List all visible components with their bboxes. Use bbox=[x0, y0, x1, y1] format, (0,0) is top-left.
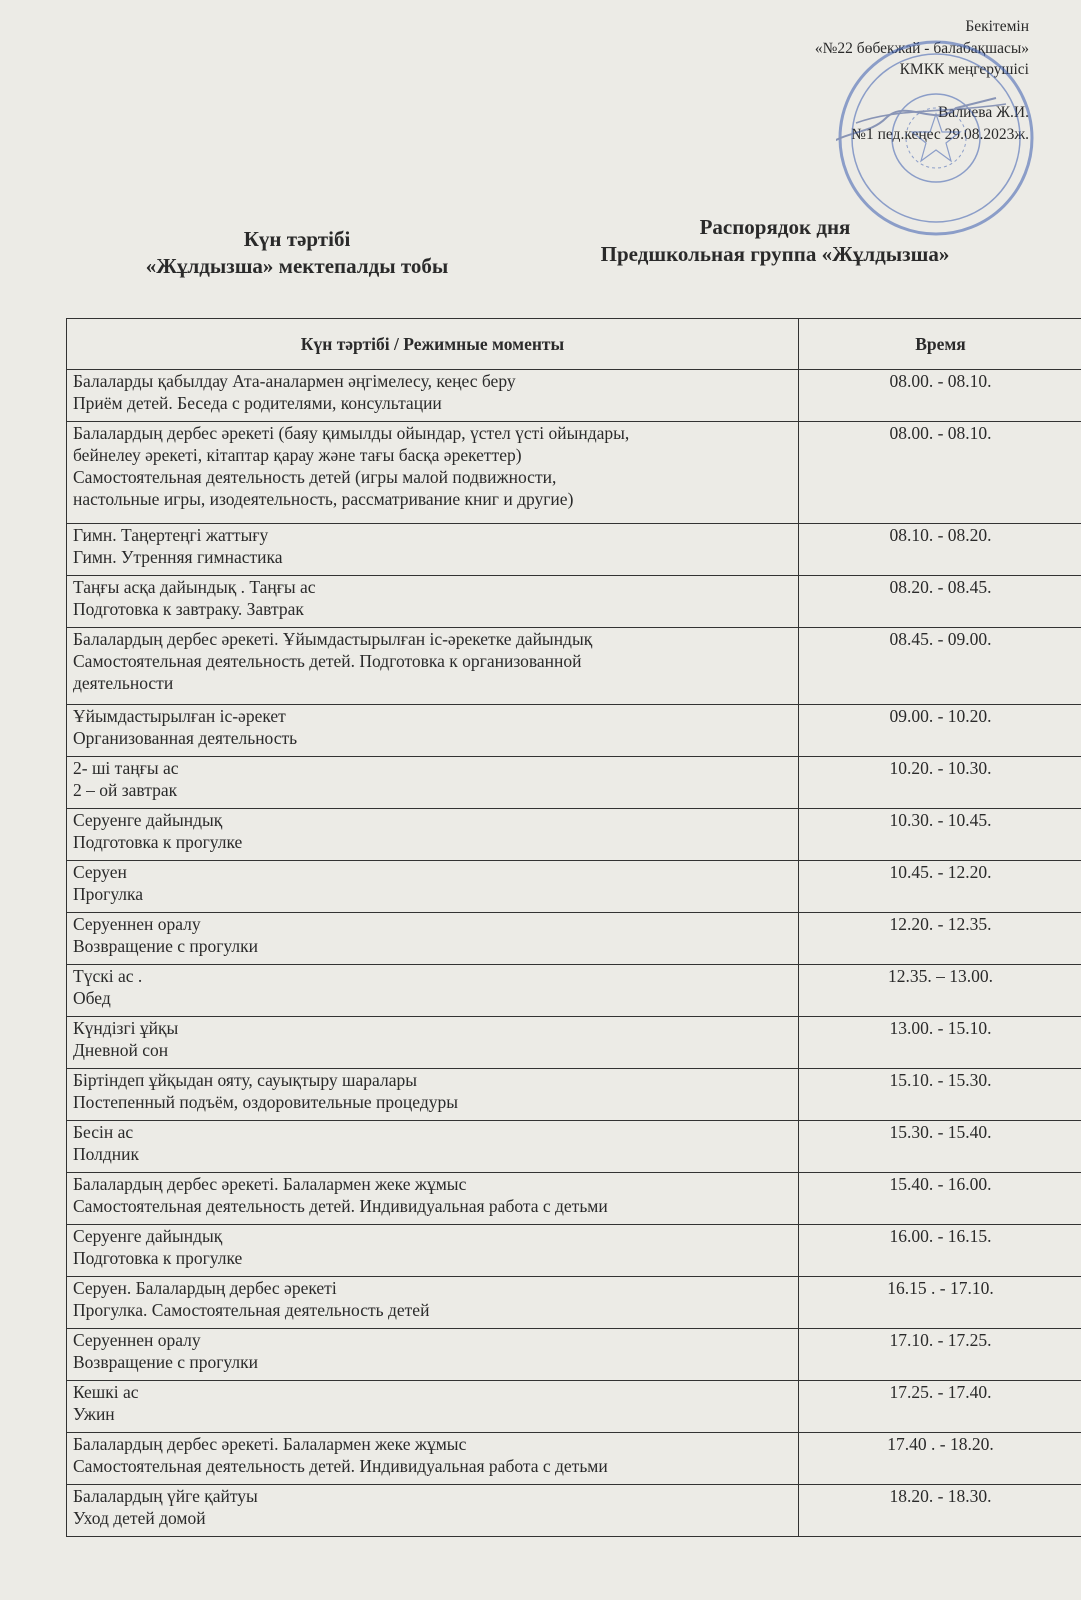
activity-line: Приём детей. Беседа с родителями, консультации bbox=[73, 393, 442, 413]
activity-cell bbox=[67, 1329, 799, 1381]
activity-line: Кешкі ас bbox=[73, 1382, 139, 1402]
table-row bbox=[67, 1225, 1081, 1277]
time-cell: 12.20. - 12.35. bbox=[799, 913, 1081, 965]
activity-line: Постепенный подъём, оздоровительные процедуры bbox=[73, 1092, 458, 1112]
table-row bbox=[67, 1381, 1081, 1433]
time-cell: 15.10. - 15.30. bbox=[799, 1069, 1081, 1121]
table-row bbox=[67, 1329, 1081, 1381]
activity-line: деятельности bbox=[73, 673, 174, 693]
title-ru-line: Предшкольная группа «Жұлдызша» bbox=[600, 242, 950, 266]
activity-line: Балалардың үйге қайтуы bbox=[73, 1486, 258, 1506]
table-row bbox=[67, 628, 1081, 705]
activity-cell bbox=[67, 422, 799, 524]
table-row bbox=[67, 1433, 1081, 1485]
table-row bbox=[67, 1069, 1081, 1121]
time-cell: 08.00. - 08.10. bbox=[799, 422, 1081, 524]
time-cell: 08.10. - 08.20. bbox=[799, 524, 1081, 576]
time-cell: 10.30. - 10.45. bbox=[799, 809, 1081, 861]
activity-cell bbox=[67, 809, 799, 861]
activity-line: Прогулка. Самостоятельная деятельность детей bbox=[73, 1300, 430, 1320]
activity-cell bbox=[67, 861, 799, 913]
activity-line: Организованная деятельность bbox=[73, 728, 298, 748]
time-cell: 16.15 . - 17.10. bbox=[799, 1277, 1081, 1329]
time-cell: 09.00. - 10.20. bbox=[799, 705, 1081, 757]
activity-line: Подготовка к прогулке bbox=[73, 832, 243, 852]
activity-line: настольные игры, изодеятельность, рассматривание книг и другие) bbox=[73, 489, 574, 509]
title-kz bbox=[92, 226, 502, 280]
activity-cell bbox=[67, 1433, 799, 1485]
table-row bbox=[67, 1173, 1081, 1225]
activity-cell bbox=[67, 524, 799, 576]
table-row bbox=[67, 861, 1081, 913]
table-row bbox=[67, 422, 1081, 524]
activity-line: Ұйымдастырылған іс-әрекет bbox=[73, 706, 286, 726]
time-cell: 08.00. - 08.10. bbox=[799, 370, 1081, 422]
table-row bbox=[67, 965, 1081, 1017]
table-row bbox=[67, 1017, 1081, 1069]
table-row bbox=[67, 370, 1081, 422]
activity-line: Самостоятельная деятельность детей. Подготовка к организованной bbox=[73, 651, 582, 671]
table-row bbox=[67, 913, 1081, 965]
activity-cell bbox=[67, 1121, 799, 1173]
time-cell: 15.30. - 15.40. bbox=[799, 1121, 1081, 1173]
activity-line: Балалардың дербес әрекеті. Ұйымдастырылған іс-әрекетке дайындық bbox=[73, 629, 593, 649]
activity-line: Балалардың дербес әрекеті. Балалармен жеке жұмыс bbox=[73, 1434, 467, 1454]
activity-line: Возвращение с прогулки bbox=[73, 1352, 258, 1372]
activity-line: Ужин bbox=[73, 1404, 115, 1424]
activity-cell bbox=[67, 1381, 799, 1433]
header-time: Время bbox=[799, 319, 1081, 370]
activity-line: Күндізгі ұйқы bbox=[73, 1018, 179, 1038]
activity-line: Прогулка bbox=[73, 884, 144, 904]
time-cell: 17.10. - 17.25. bbox=[799, 1329, 1081, 1381]
approval-line: №1 пед.кеңес 29.08.2023ж. bbox=[851, 125, 1029, 143]
activity-cell bbox=[67, 705, 799, 757]
title-ru-line: Распорядок дня bbox=[699, 215, 851, 239]
header-activity: Күн тәртібі / Режимные моменты bbox=[67, 319, 799, 370]
approval-line: Бекітемін bbox=[965, 18, 1029, 35]
activity-line: Дневной сон bbox=[73, 1040, 169, 1060]
activity-cell bbox=[67, 965, 799, 1017]
activity-line: Подготовка к прогулке bbox=[73, 1248, 243, 1268]
time-cell: 15.40. - 16.00. bbox=[799, 1173, 1081, 1225]
activity-line: Балаларды қабылдау Ата-аналармен әңгімелесу, кеңес беру bbox=[73, 371, 516, 391]
activity-cell bbox=[67, 1277, 799, 1329]
time-cell: 12.35. – 13.00. bbox=[799, 965, 1081, 1017]
table-header-row bbox=[67, 319, 1081, 370]
activity-line: Серуенге дайындық bbox=[73, 810, 223, 830]
schedule-table bbox=[66, 318, 1081, 1537]
activity-line: Балалардың дербес әрекеті. Балалармен жеке жұмыс bbox=[73, 1174, 467, 1194]
approval-line: КМКК меңгерушісі bbox=[899, 61, 1029, 78]
activity-line: Гимн. Таңертеңгі жаттығу bbox=[73, 525, 269, 545]
time-cell: 13.00. - 15.10. bbox=[799, 1017, 1081, 1069]
activity-line: Біртіндеп ұйқыдан ояту, сауықтыру шаралары bbox=[73, 1070, 417, 1090]
activity-line: Түскі ас . bbox=[73, 966, 143, 986]
table-row bbox=[67, 576, 1081, 628]
activity-line: Полдник bbox=[73, 1144, 140, 1164]
activity-line: Возвращение с прогулки bbox=[73, 936, 258, 956]
time-cell: 17.25. - 17.40. bbox=[799, 1381, 1081, 1433]
activity-line: 2 – ой завтрак bbox=[73, 780, 178, 800]
table-row bbox=[67, 524, 1081, 576]
activity-line: Балалардың дербес әрекеті (баяу қимылды ойындар, үстел үсті ойындары, bbox=[73, 423, 630, 443]
title-kz-line: Күн тәртібі bbox=[243, 227, 351, 251]
time-cell: 10.20. - 10.30. bbox=[799, 757, 1081, 809]
activity-line: Серуенге дайындық bbox=[73, 1226, 223, 1246]
activity-cell bbox=[67, 576, 799, 628]
time-cell: 16.00. - 16.15. bbox=[799, 1225, 1081, 1277]
activity-cell bbox=[67, 1017, 799, 1069]
table-row bbox=[67, 705, 1081, 757]
activity-line: Подготовка к завтраку. Завтрак bbox=[73, 599, 304, 619]
activity-line: Самостоятельная деятельность детей (игры малой подвижности, bbox=[73, 467, 557, 487]
activity-cell bbox=[67, 1225, 799, 1277]
schedule-body bbox=[67, 370, 1081, 1537]
title-kz-line: «Жұлдызша» мектепалды тобы bbox=[145, 254, 449, 278]
approval-line: «№22 бөбекжай - балабақшасы» bbox=[814, 39, 1029, 57]
time-cell: 18.20. - 18.30. bbox=[799, 1485, 1081, 1537]
table-row bbox=[67, 809, 1081, 861]
activity-cell bbox=[67, 628, 799, 705]
activity-line: Серуеннен оралу bbox=[73, 1330, 201, 1350]
activity-line: Обед bbox=[73, 988, 111, 1008]
round-seal-stamp bbox=[836, 38, 1036, 238]
activity-line: Самостоятельная деятельность детей. Индивидуальная работа с детьми bbox=[73, 1456, 608, 1476]
activity-cell bbox=[67, 1173, 799, 1225]
activity-line: бейнелеу әрекеті, кітаптар қарау және тағы басқа әрекеттер) bbox=[73, 445, 522, 465]
activity-cell bbox=[67, 370, 799, 422]
title-ru bbox=[545, 214, 1005, 268]
activity-line: Серуен bbox=[73, 862, 127, 882]
time-cell: 08.45. - 09.00. bbox=[799, 628, 1081, 705]
table-row bbox=[67, 1277, 1081, 1329]
approval-line: Валиева Ж.И. bbox=[938, 104, 1029, 121]
activity-line: Серуеннен оралу bbox=[73, 914, 201, 934]
activity-line: Таңғы асқа дайындық . Таңғы ас bbox=[73, 577, 316, 597]
table-row bbox=[67, 1485, 1081, 1537]
activity-line: Серуен. Балалардың дербес әрекеті bbox=[73, 1278, 337, 1298]
activity-line: Гимн. Утренняя гимнастика bbox=[73, 547, 283, 567]
activity-line: Бесін ас bbox=[73, 1122, 134, 1142]
table-row bbox=[67, 1121, 1081, 1173]
table-row bbox=[67, 757, 1081, 809]
time-cell: 08.20. - 08.45. bbox=[799, 576, 1081, 628]
activity-cell bbox=[67, 1069, 799, 1121]
title-block bbox=[0, 210, 1081, 280]
activity-line: 2- ші таңғы ас bbox=[73, 758, 179, 778]
activity-cell bbox=[67, 913, 799, 965]
activity-line: Уход детей домой bbox=[73, 1508, 206, 1528]
time-cell: 10.45. - 12.20. bbox=[799, 861, 1081, 913]
activity-cell bbox=[67, 1485, 799, 1537]
activity-line: Самостоятельная деятельность детей. Индивидуальная работа с детьми bbox=[73, 1196, 608, 1216]
activity-cell bbox=[67, 757, 799, 809]
time-cell: 17.40 . - 18.20. bbox=[799, 1433, 1081, 1485]
